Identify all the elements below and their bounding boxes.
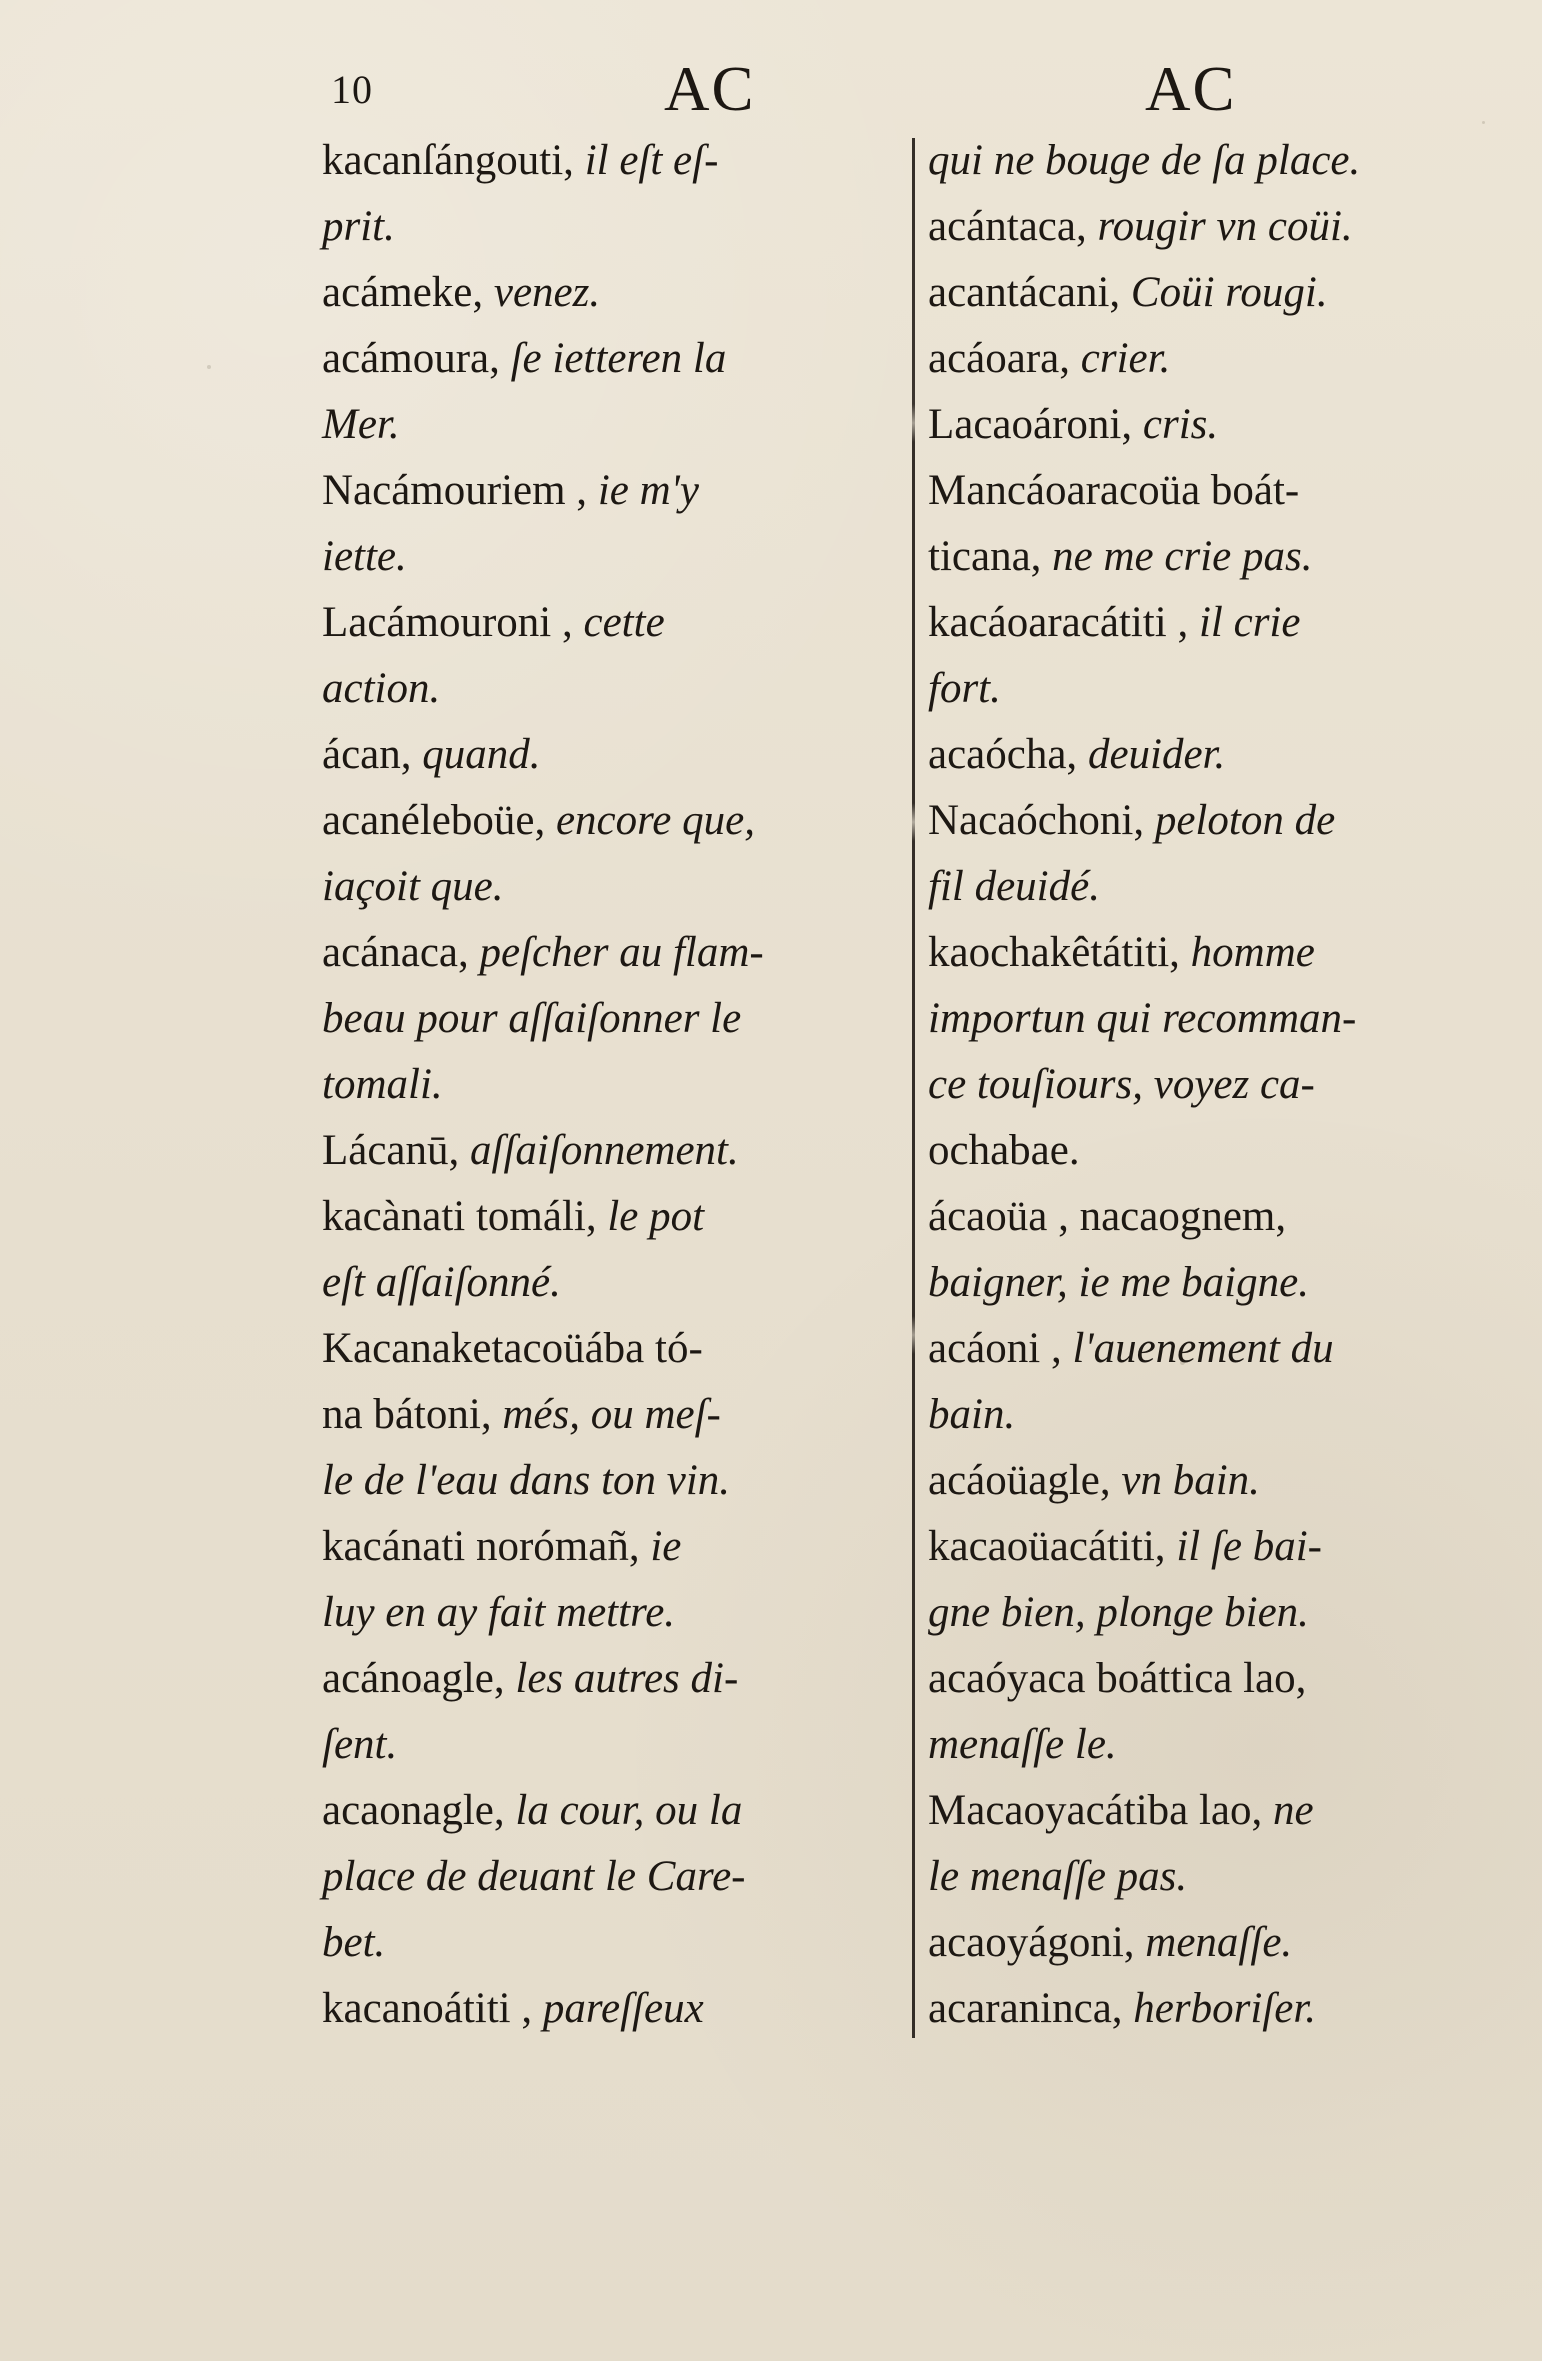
translation: la cour, ou la: [515, 1787, 743, 1834]
translation: il ſe bai-: [1176, 1523, 1323, 1570]
translation: ſe ietteren la: [510, 335, 727, 382]
translation: le de l'eau dans ton vin.: [322, 1457, 731, 1504]
translation: iette.: [322, 533, 407, 580]
right-column-line-11: [928, 788, 1528, 854]
left-column: [322, 128, 932, 2042]
headword: ticana,: [928, 533, 1053, 580]
right-column-line-2: [928, 194, 1528, 260]
headword: Nacámouriem ,: [322, 467, 598, 514]
translation: rougir vn coüi.: [1097, 203, 1353, 250]
left-column-line-21: [322, 1448, 932, 1514]
headword: kacaoüacátiti,: [928, 1523, 1177, 1570]
translation: pareſſeux: [542, 1985, 704, 2032]
right-column-line-17: [928, 1184, 1528, 1250]
right-column-line-26: [928, 1778, 1528, 1844]
translation: ie: [650, 1523, 682, 1570]
headword: Macaoyacátiba lao,: [928, 1787, 1274, 1834]
left-column-line-25: [322, 1712, 932, 1778]
translation: eſt aſſaiſonné.: [322, 1259, 561, 1306]
translation: gne bien, plonge bien.: [928, 1589, 1309, 1636]
headword: Lácanū,: [322, 1127, 471, 1174]
headword: Lacámouroni ,: [322, 599, 584, 646]
headword: kaochakêtátiti,: [928, 929, 1191, 976]
headword: ácan,: [322, 731, 423, 778]
right-column-line-23: [928, 1580, 1528, 1646]
column-divider: [912, 138, 915, 2038]
headword: acaoyágoni,: [928, 1919, 1146, 1966]
headword: acántaca,: [928, 203, 1098, 250]
translation: menaſſe le.: [928, 1721, 1117, 1768]
translation: aſſaiſonnement.: [470, 1127, 739, 1174]
headword: acaóyaca boáttica lao,: [928, 1655, 1307, 1702]
translation: le menaſſe pas.: [928, 1853, 1188, 1900]
translation: venez.: [493, 269, 601, 316]
left-column-line-19: [322, 1316, 932, 1382]
right-column-line-6: [928, 458, 1528, 524]
headword: kacáoaracátiti ,: [928, 599, 1199, 646]
headword: Kacanaketacoüába tó-: [322, 1325, 703, 1372]
right-column-line-25: [928, 1712, 1528, 1778]
translation: cris.: [1142, 401, 1219, 448]
headword: kacánati norómañ,: [322, 1523, 651, 1570]
right-column-line-15: [928, 1052, 1528, 1118]
headword: acáoni ,: [928, 1325, 1073, 1372]
translation: ne: [1273, 1787, 1314, 1834]
right-column-line-13: [928, 920, 1528, 986]
right-column-line-3: [928, 260, 1528, 326]
translation: ſent.: [322, 1721, 398, 1768]
left-column-line-13: [322, 920, 932, 986]
left-column-line-22: [322, 1514, 932, 1580]
left-column-line-16: [322, 1118, 932, 1184]
right-column-line-14: [928, 986, 1528, 1052]
translation: encore que,: [555, 797, 755, 844]
left-column-line-26: [322, 1778, 932, 1844]
translation: qui ne bouge de ſa place.: [928, 137, 1361, 184]
translation: beau pour aſſaiſonner le: [322, 995, 742, 1042]
left-column-line-23: [322, 1580, 932, 1646]
right-column-line-18: [928, 1250, 1528, 1316]
translation: les autres di-: [515, 1655, 739, 1702]
headword: Nacaóchoni,: [928, 797, 1155, 844]
translation: Mer.: [322, 401, 400, 448]
translation: peſcher au flam-: [479, 929, 764, 976]
right-column-line-4: [928, 326, 1528, 392]
left-column-line-11: [322, 788, 932, 854]
translation: luy en ay fait mettre.: [322, 1589, 676, 1636]
translation: prit.: [322, 203, 395, 250]
right-column-line-9: [928, 656, 1528, 722]
left-column-line-28: [322, 1910, 932, 1976]
headword: kacanoátiti ,: [322, 1985, 543, 2032]
translation: cette: [583, 599, 665, 646]
headword: acáoüagle,: [928, 1457, 1122, 1504]
right-column-line-28: [928, 1910, 1528, 1976]
left-column-line-12: [322, 854, 932, 920]
translation: baigner, ie me baigne.: [928, 1259, 1309, 1306]
translation: homme: [1190, 929, 1315, 976]
headword: acaonagle,: [322, 1787, 516, 1834]
left-running-head: AC: [664, 54, 756, 124]
left-column-line-20: [322, 1382, 932, 1448]
left-column-line-17: [322, 1184, 932, 1250]
right-column-line-27: [928, 1844, 1528, 1910]
translation: tomali.: [322, 1061, 443, 1108]
headword: acánaca,: [322, 929, 480, 976]
translation: iaçoit que.: [322, 863, 504, 910]
headword: acámoura,: [322, 335, 511, 382]
translation: bain.: [928, 1391, 1016, 1438]
translation: fort.: [928, 665, 1001, 712]
right-column-line-22: [928, 1514, 1528, 1580]
translation: ie m'y: [597, 467, 699, 514]
headword: acaócha,: [928, 731, 1088, 778]
translation: l'auenement du: [1072, 1325, 1334, 1372]
right-column: [928, 128, 1528, 2042]
right-column-line-29: [928, 1976, 1528, 2042]
left-column-line-4: [322, 326, 932, 392]
headword: acánoagle,: [322, 1655, 516, 1702]
left-column-line-5: [322, 392, 932, 458]
page-number: 10: [331, 67, 373, 112]
left-column-line-18: [322, 1250, 932, 1316]
left-column-line-7: [322, 524, 932, 590]
translation: il eſt eſ-: [584, 137, 719, 184]
right-column-line-1: [928, 128, 1528, 194]
headword: kacànati tomáli,: [322, 1193, 608, 1240]
headword: ochabae.: [928, 1127, 1080, 1174]
left-column-line-9: [322, 656, 932, 722]
headword: acaraninca,: [928, 1985, 1134, 2032]
right-column-line-8: [928, 590, 1528, 656]
right-running-head: AC: [1145, 54, 1237, 124]
translation: place de deuant le Care-: [322, 1853, 746, 1900]
right-column-line-5: [928, 392, 1528, 458]
left-column-line-3: [322, 260, 932, 326]
translation: vn bain.: [1121, 1457, 1260, 1504]
left-column-line-15: [322, 1052, 932, 1118]
translation: action.: [322, 665, 441, 712]
translation: quand.: [422, 731, 541, 778]
translation: ce touſiours, voyez ca-: [928, 1061, 1315, 1108]
right-column-line-7: [928, 524, 1528, 590]
translation: ne me crie pas.: [1052, 533, 1313, 580]
headword: Mancáoaracoüa boát-: [928, 467, 1300, 514]
translation: menaſſe.: [1145, 1919, 1293, 1966]
left-column-line-29: [322, 1976, 932, 2042]
left-column-line-2: [322, 194, 932, 260]
translation: més, ou meſ-: [502, 1391, 721, 1438]
right-column-line-24: [928, 1646, 1528, 1712]
translation: importun qui recomman-: [928, 995, 1357, 1042]
translation: bet.: [322, 1919, 386, 1966]
right-column-line-20: [928, 1382, 1528, 1448]
right-column-line-12: [928, 854, 1528, 920]
paper-speck: [207, 365, 211, 369]
headword: acanéleboüe,: [322, 797, 556, 844]
left-column-line-8: [322, 590, 932, 656]
right-column-line-21: [928, 1448, 1528, 1514]
left-column-line-27: [322, 1844, 932, 1910]
translation: fil deuidé.: [928, 863, 1100, 910]
right-column-line-10: [928, 722, 1528, 788]
left-column-line-24: [322, 1646, 932, 1712]
headword: Lacaoároni,: [928, 401, 1143, 448]
translation: herboriſer.: [1133, 1985, 1317, 2032]
left-column-line-6: [322, 458, 932, 524]
right-column-line-16: [928, 1118, 1528, 1184]
translation: le pot: [607, 1193, 705, 1240]
left-column-line-14: [322, 986, 932, 1052]
left-column-line-10: [322, 722, 932, 788]
headword: acámeke,: [322, 269, 494, 316]
translation: crier.: [1080, 335, 1171, 382]
translation: Coüi rougi.: [1130, 269, 1328, 316]
headword: kacanſángouti,: [322, 137, 585, 184]
left-column-line-1: [322, 128, 932, 194]
headword: ácaoüa , nacaognem,: [928, 1193, 1287, 1240]
headword: acáoara,: [928, 335, 1081, 382]
translation: peloton de: [1154, 797, 1336, 844]
headword: na bátoni,: [322, 1391, 503, 1438]
translation: il crie: [1198, 599, 1301, 646]
headword: acantácani,: [928, 269, 1131, 316]
right-column-line-19: [928, 1316, 1528, 1382]
translation: deuider.: [1087, 731, 1226, 778]
